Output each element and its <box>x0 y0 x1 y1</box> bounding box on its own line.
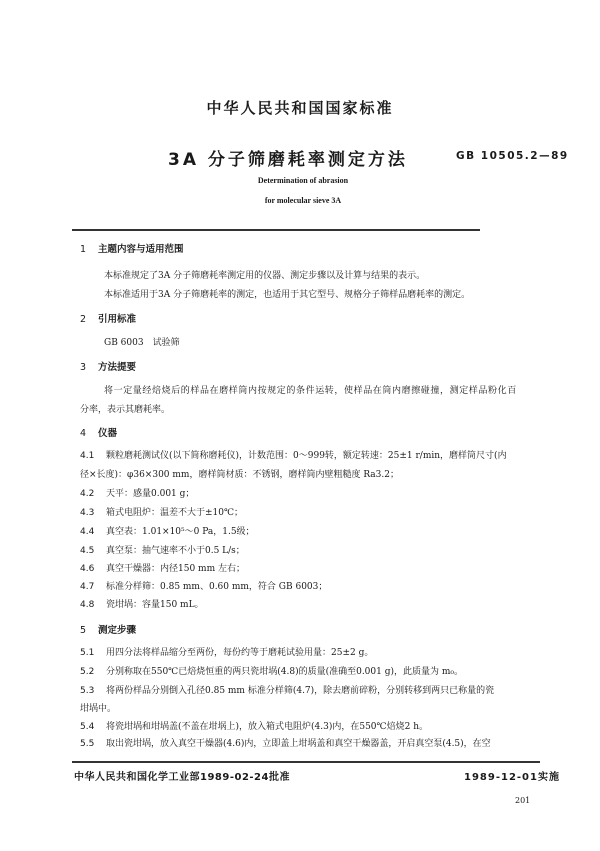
item-4-7 <box>80 579 327 592</box>
item-5-4 <box>80 719 428 732</box>
page-number: 201 <box>515 796 531 805</box>
section-title: 方法提要 <box>98 362 137 373</box>
item-text: 取出瓷坩埚，放入真空干燥器(4.6)内，立即盖上坩埚盖和真空干燥器盖，开启真空泵(4.5)，在空 <box>106 739 491 749</box>
item-number: 4.4 <box>80 527 95 537</box>
item-number: 4.5 <box>80 546 95 556</box>
bottom-divider <box>72 761 540 763</box>
item-4-5 <box>80 543 245 556</box>
item-text: 瓷坩埚：容量150 mL。 <box>106 600 204 610</box>
section-2-reference: GB 6003 试验筛 <box>104 338 180 348</box>
item-number: 4.1 <box>80 451 95 461</box>
section-5-heading <box>80 622 136 636</box>
section-number: 1 <box>80 244 87 255</box>
section-number: 3 <box>80 362 87 373</box>
item-5-3-line-1 <box>80 683 494 696</box>
section-3-line-1: 将一定量经焙烧后的样品在磨样筒内按规定的条件运转，使样品在筒内磨擦碰撞，测定样品粉化百 <box>104 386 517 396</box>
english-title-line2: for molecular sieve 3A <box>264 196 342 205</box>
item-text: 颗粒磨耗测试仪(以下简称磨耗仪)，计数范围：0～999转，额定转速：25±1 r/min，磨样筒尺寸(内 <box>106 451 507 461</box>
standard-body-heading: 中华人民共和国国家标准 <box>206 99 394 117</box>
item-text: 真空表：1.01×10⁵～0 Pa，1.5级； <box>106 527 255 537</box>
section-title: 引用标准 <box>98 314 137 325</box>
section-3-heading <box>80 359 136 373</box>
section-3-line-2: 分率，表示其磨耗率。 <box>80 405 171 415</box>
section-1-paragraph-1: 本标准规定了3A 分子筛磨耗率测定用的仪器、测定步骤以及计算与结果的表示。 <box>104 271 426 281</box>
approval-statement: 中华人民共和国化学工业部1989-02-24批准 <box>74 772 290 783</box>
item-text: 用四分法将样品缩分至两份，每份约等于磨耗试验用量：25±2 g。 <box>106 648 374 658</box>
item-5-5-line-1 <box>80 736 491 749</box>
item-text: 将瓷坩埚和坩埚盖(不盖在坩埚上)，放入箱式电阻炉(4.3)内，在550℃焙烧2 h。 <box>106 722 428 732</box>
item-number: 4.2 <box>80 489 95 499</box>
item-4-2 <box>80 486 194 499</box>
item-number: 5.1 <box>80 648 95 658</box>
item-4-8 <box>80 597 204 610</box>
item-text: 将两份样品分别倒入孔径0.85 mm 标准分样筛(4.7)，除去磨前碎粉，分别转移到两只已称量的瓷 <box>106 686 495 696</box>
item-number: 5.4 <box>80 722 95 732</box>
item-number: 5.5 <box>80 739 95 749</box>
item-4-3 <box>80 505 243 518</box>
item-5-3-line-2: 坩埚中。 <box>80 704 117 714</box>
item-number: 4.7 <box>80 582 95 592</box>
english-title-line1: Determination of abrasion <box>257 176 349 185</box>
document-title: 3A 分子筛磨耗率测定方法 <box>168 150 408 170</box>
item-number: 5.3 <box>80 686 95 696</box>
item-number: 5.2 <box>80 667 95 677</box>
item-4-1-line-2: 径×长度)：φ36×300 mm，磨样筒材质：不锈钢，磨样筒内壁粗糙度 Ra3.2； <box>80 470 399 480</box>
section-number: 2 <box>80 314 87 325</box>
section-4-heading <box>80 425 117 439</box>
section-1-heading <box>80 241 184 255</box>
item-text: 真空泵：抽气速率不小于0.5 L/s； <box>106 546 245 556</box>
item-5-2 <box>80 664 463 677</box>
item-5-1 <box>80 645 373 658</box>
item-number: 4.3 <box>80 508 95 518</box>
implementation-date: 1989-12-01实施 <box>464 772 560 783</box>
section-number: 4 <box>80 428 87 439</box>
item-number: 4.6 <box>80 564 95 574</box>
item-4-1-line-1 <box>80 448 507 461</box>
item-text: 箱式电阻炉：温差不大于±10℃； <box>106 508 244 518</box>
top-divider <box>72 229 480 231</box>
item-text: 天平：感量0.001 g； <box>106 489 195 499</box>
standard-number: GB 10505.2—89 <box>456 150 569 162</box>
item-4-6 <box>80 561 245 574</box>
item-text: 标准分样筛：0.85 mm、0.60 mm，符合 GB 6003； <box>106 582 328 592</box>
section-number: 5 <box>80 625 87 636</box>
section-1-paragraph-2: 本标准适用于3A 分子筛磨耗率的测定，也适用于其它型号、规格分子筛样品磨耗率的测定。 <box>104 290 471 300</box>
section-2-heading <box>80 311 136 325</box>
section-title: 仪器 <box>98 428 118 439</box>
item-4-4 <box>80 524 255 537</box>
item-text: 分别称取在550℃已焙烧恒重的两只瓷坩埚(4.8)的质量(准确至0.001 g)，此质量为 m₀。 <box>106 667 463 677</box>
section-title: 测定步骤 <box>98 625 137 636</box>
section-title: 主题内容与适用范围 <box>98 244 184 255</box>
item-number: 4.8 <box>80 600 95 610</box>
item-text: 真空干燥器：内径150 mm 左右； <box>106 564 245 574</box>
